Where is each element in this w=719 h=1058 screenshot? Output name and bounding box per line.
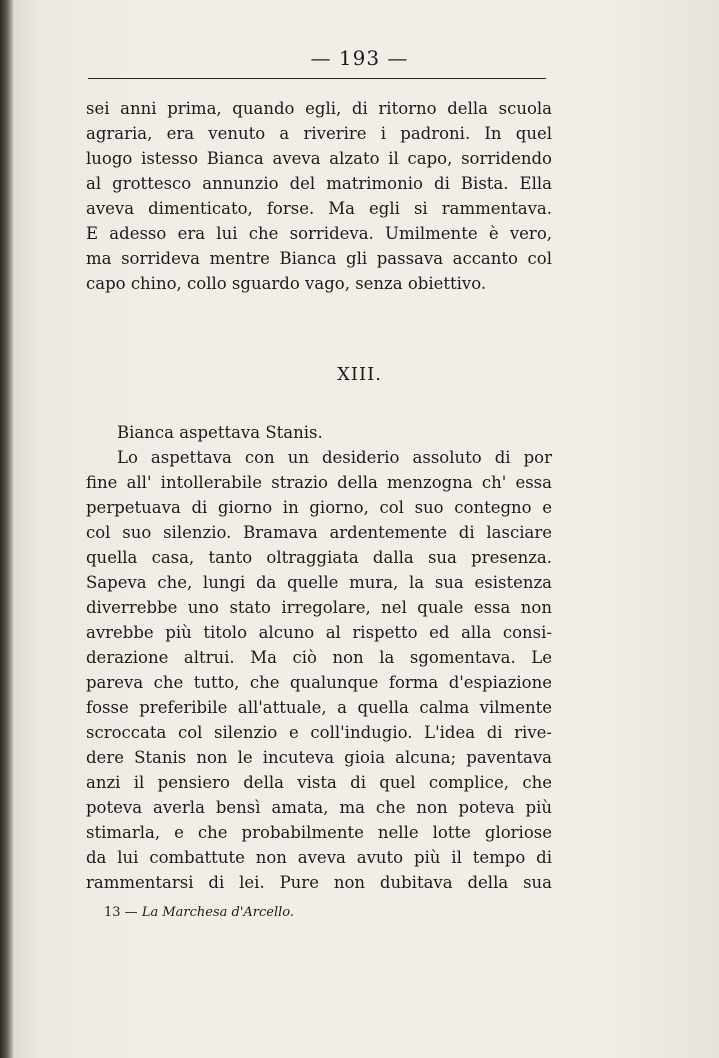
text-line: da lui combattute non aveva avuto più il tempo di [86, 848, 552, 867]
text-line: derazione altrui. Ma ciò non la sgomentava. Le [86, 648, 552, 667]
text-line: pareva che tutto, che qualunque forma d'espiazione [86, 673, 552, 692]
chapter-body [86, 420, 552, 895]
book-title: La Marchesa d'Arcello. [141, 905, 295, 920]
text-line: anzi il pensiero della vista di quel complice, che [86, 773, 552, 792]
text-line: diverrebbe uno stato irregolare, nel quale essa non [86, 598, 552, 617]
text-line: perpetuava di giorno in giorno, col suo contegno e [86, 498, 552, 517]
text-line: quella casa, tanto oltraggiata dalla sua presenza. [86, 548, 552, 567]
text-line: poteva averla bensì amata, ma che non poteva più [86, 798, 552, 817]
text-line: Lo aspettava con un desiderio assoluto di por [117, 448, 552, 467]
text-line: fosse preferibile all'attuale, a quella calma vilmente [86, 698, 552, 717]
text-line: agraria, era venuto a riverire i padroni. In quel [86, 124, 552, 143]
text-line: luogo istesso Bianca aveva alzato il capo, sorridendo [86, 149, 552, 168]
text-line: avrebbe più titolo alcuno al rispetto ed alla consi- [86, 623, 552, 642]
text-line: dere Stanis non le incuteva gioia alcuna; paventava [86, 748, 552, 767]
text-line: fine all' intollerabile strazio della menzogna ch' essa [86, 473, 552, 492]
footer-signature [104, 905, 294, 920]
text-line: E adesso era lui che sorrideva. Umilmente è vero, [86, 224, 552, 243]
binding-edge [0, 0, 14, 1058]
header-rule [88, 78, 546, 79]
paragraph-continuation [86, 96, 552, 296]
signature-mark: 13 — [104, 905, 138, 920]
chapter-heading: XIII. [337, 364, 382, 385]
text-line: rammentarsi di lei. Pure non dubitava della sua [86, 873, 552, 892]
text-line: scroccata col silenzio e coll'indugio. L'idea di rive- [86, 723, 552, 742]
text-line: Sapeva che, lungi da quelle mura, la sua esistenza [86, 573, 552, 592]
page-number: — 193 — [310, 46, 409, 70]
text-line: stimarla, e che probabilmente nelle lotte gloriose [86, 823, 552, 842]
text-line: al grottesco annunzio del matrimonio di Bista. Ella [86, 174, 552, 193]
text-line: sei anni prima, quando egli, di ritorno della scuola [86, 99, 552, 118]
text-line: capo chino, collo sguardo vago, senza obiettivo. [86, 274, 487, 293]
text-line: Bianca aspettava Stanis. [117, 423, 323, 442]
text-line: aveva dimenticato, forse. Ma egli si rammentava. [86, 199, 552, 218]
text-line: ma sorrideva mentre Bianca gli passava accanto col [86, 249, 552, 268]
text-line: col suo silenzio. Bramava ardentemente di lasciare [86, 523, 552, 542]
